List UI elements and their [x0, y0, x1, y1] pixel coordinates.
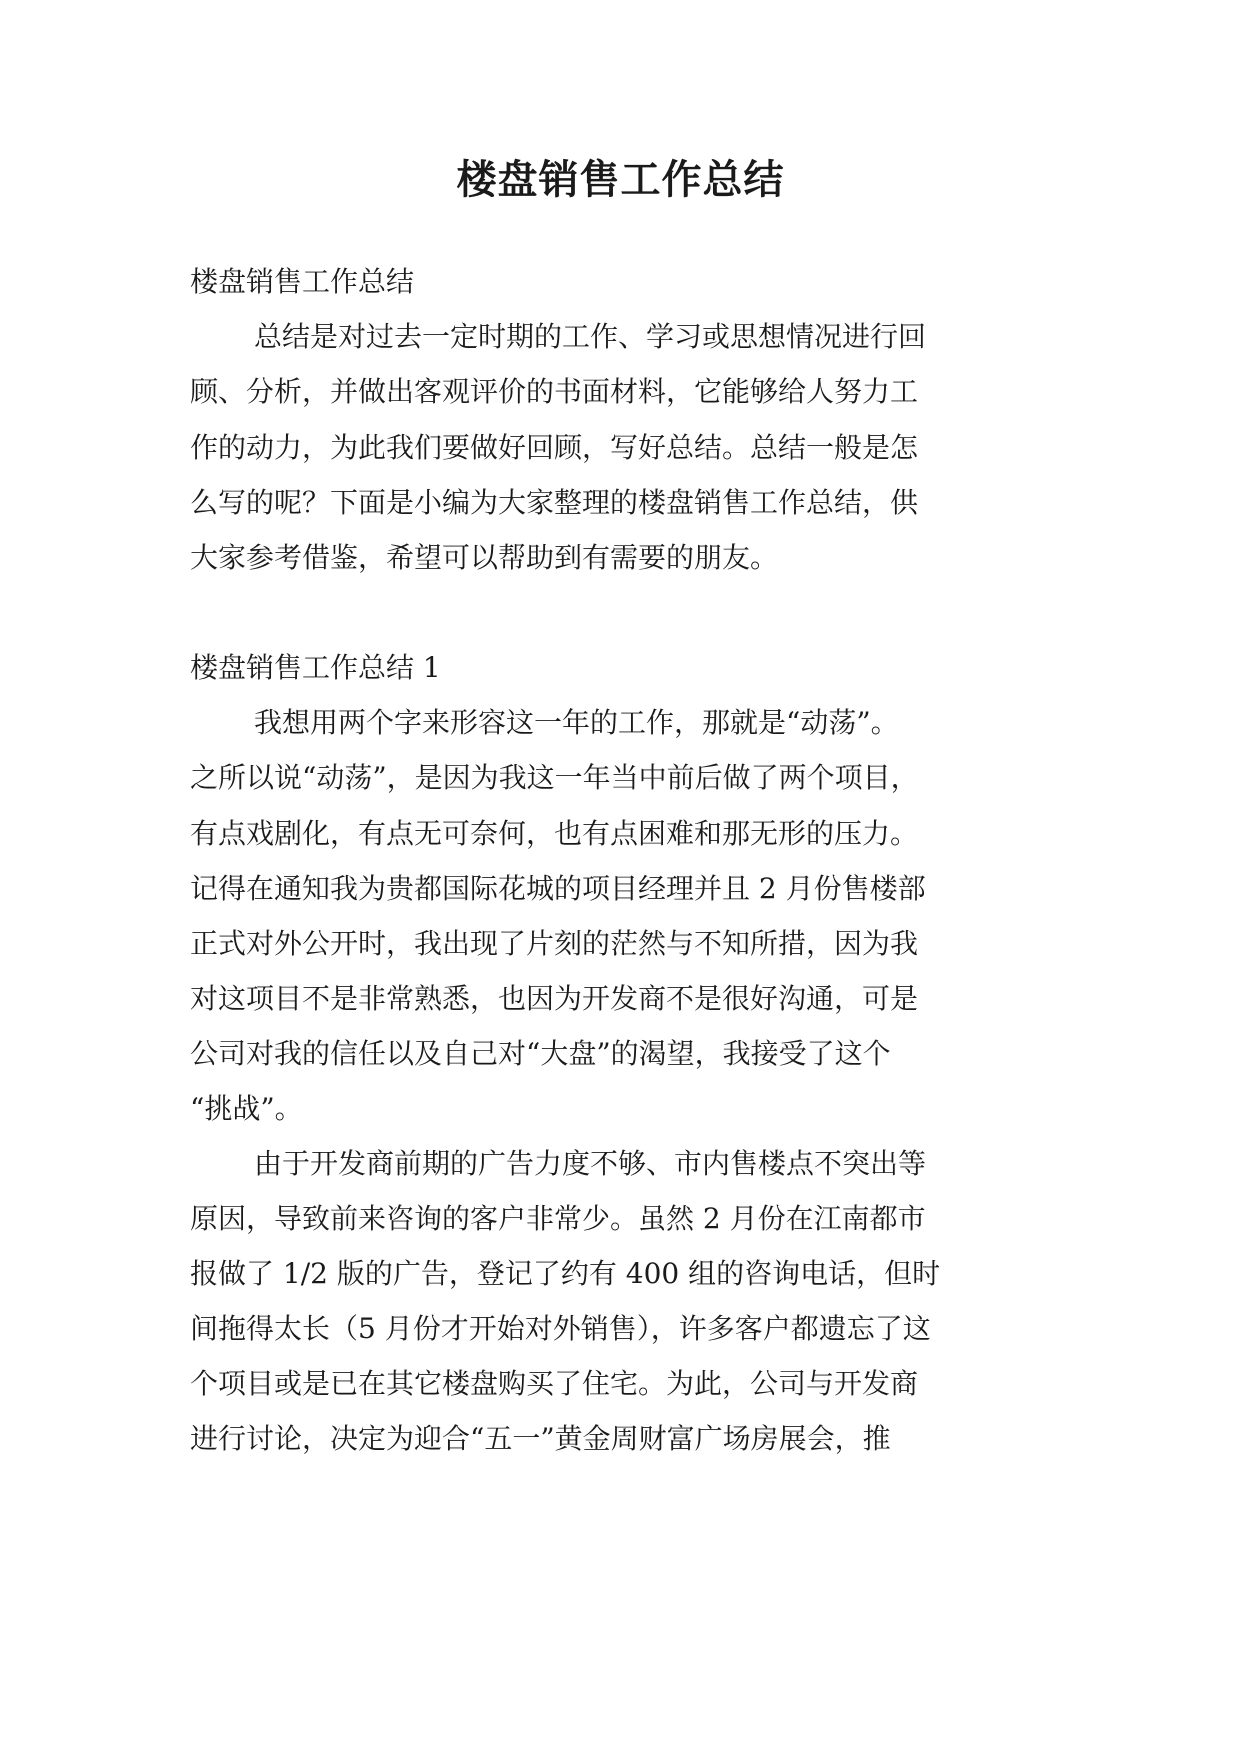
body-line: 正式对外公开时，我出现了片刻的茫然与不知所措，因为我: [190, 927, 919, 960]
body-line: “挑战”。: [190, 1092, 303, 1125]
section-heading: 楼盘销售工作总结 1: [190, 651, 441, 684]
body-line: 报做了 1/2 版的广告，登记了约有 400 组的咨询电话，但时: [190, 1257, 941, 1290]
intro-line: 总结是对过去一定时期的工作、学习或思想情况进行回: [254, 320, 927, 353]
body-line: 对这项目不是非常熟悉，也因为开发商不是很好沟通，可是: [190, 982, 919, 1015]
body-line: 公司对我的信任以及自己对“大盘”的渴望，我接受了这个: [190, 1037, 891, 1070]
body-line: 有点戏剧化，有点无可奈何，也有点困难和那无形的压力。: [190, 817, 919, 850]
body-line: 进行讨论，决定为迎合“五一”黄金周财富广场房展会，推: [190, 1422, 891, 1455]
document-title: 楼盘销售工作总结: [456, 156, 785, 203]
intro-line: 作的动力，为此我们要做好回顾，写好总结。总结一般是怎: [190, 431, 919, 464]
body-line: 我想用两个字来形容这一年的工作，那就是“动荡”。: [254, 706, 899, 739]
body-line: 间拖得太长（5 月份才开始对外销售），许多客户都遗忘了这: [190, 1312, 931, 1345]
intro-line: 么写的呢？下面是小编为大家整理的楼盘销售工作总结，供: [190, 486, 919, 519]
document-subtitle: 楼盘销售工作总结: [190, 265, 415, 298]
intro-line: 顾、分析，并做出客观评价的书面材料，它能够给人努力工: [190, 375, 919, 408]
body-line: 原因，导致前来咨询的客户非常少。虽然 2 月份在江南都市: [190, 1202, 926, 1235]
body-line: 之所以说“动荡”，是因为我这一年当中前后做了两个项目，: [190, 761, 919, 794]
body-line: 记得在通知我为贵都国际花城的项目经理并且 2 月份售楼部: [190, 872, 926, 905]
body-line: 由于开发商前期的广告力度不够、市内售楼点不突出等: [254, 1147, 927, 1180]
body-line: 个项目或是已在其它楼盘购买了住宅。为此，公司与开发商: [190, 1367, 919, 1400]
intro-line: 大家参考借鉴，希望可以帮助到有需要的朋友。: [190, 541, 779, 574]
